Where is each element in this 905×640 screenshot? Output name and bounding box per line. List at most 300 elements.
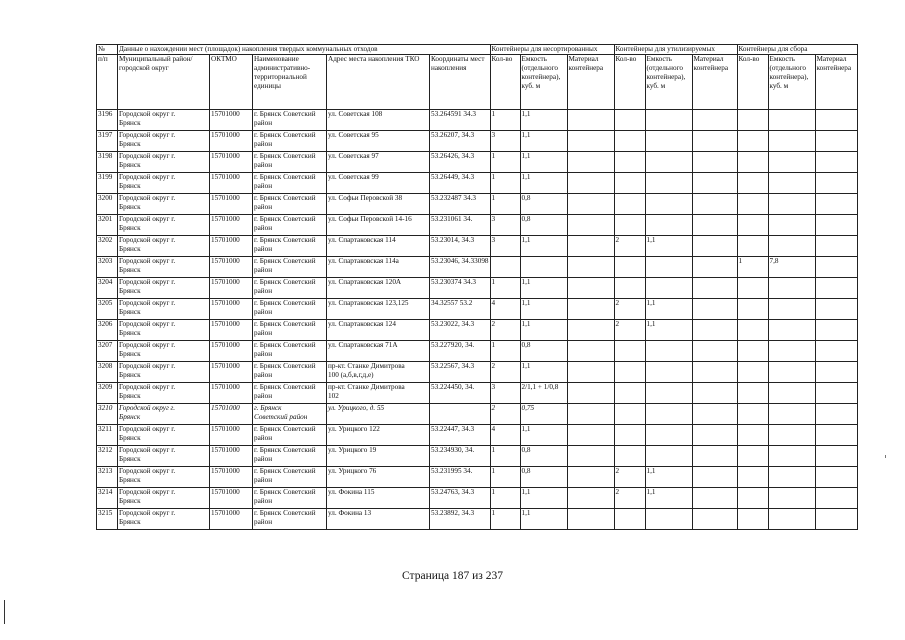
material-collect-cell xyxy=(815,362,857,383)
capacity-unsorted-cell xyxy=(520,299,567,320)
municipality-cell-text: Брянск xyxy=(119,161,141,169)
table-body xyxy=(97,110,858,530)
capacity-collect-cell xyxy=(768,110,815,131)
count-collect-cell xyxy=(737,425,768,446)
capacity-unsorted-cell xyxy=(520,194,567,215)
capacity-collect-cell xyxy=(768,152,815,173)
count-unsorted-cell xyxy=(490,194,520,215)
coords-cell xyxy=(430,131,491,152)
oktmo-cell xyxy=(210,236,253,257)
oktmo-cell xyxy=(210,194,253,215)
capacity-recycle-cell xyxy=(645,383,692,404)
coords-cell-text: 53.227920, 34. xyxy=(431,341,475,349)
capacity-unsorted-cell-text: 0,8 xyxy=(521,215,531,223)
material-recycle-cell xyxy=(692,383,737,404)
municipality-cell-text: Брянск xyxy=(119,392,141,400)
header-count-recycle: Кол-во xyxy=(614,55,645,110)
count-recycle-cell xyxy=(614,257,645,278)
coords-cell xyxy=(430,152,491,173)
count-unsorted-cell xyxy=(490,131,520,152)
capacity-recycle-cell-text: 1,1 xyxy=(646,467,656,475)
territory-cell-text: район xyxy=(254,434,273,442)
capacity-recycle-cell xyxy=(645,467,692,488)
header-group-location: Данные о нахождении мест (площадок) накопления твердых коммунальных отходов xyxy=(118,45,491,55)
capacity-unsorted-cell xyxy=(520,425,567,446)
row-number xyxy=(97,236,118,257)
material-recycle-cell xyxy=(692,236,737,257)
row-number xyxy=(97,341,118,362)
count-recycle-cell xyxy=(614,425,645,446)
count-recycle-cell-text: 2 xyxy=(615,236,620,244)
count-unsorted-cell-text: 2 xyxy=(491,404,496,412)
oktmo-cell-text: 15701000 xyxy=(211,362,240,370)
material-collect-cell xyxy=(815,488,857,509)
municipality-cell-text: Брянск xyxy=(119,434,141,442)
oktmo-cell xyxy=(210,509,253,530)
oktmo-cell-text: 15701000 xyxy=(211,425,240,433)
count-unsorted-cell xyxy=(490,488,520,509)
address-cell xyxy=(327,467,430,488)
capacity-recycle-cell xyxy=(645,173,692,194)
count-unsorted-cell xyxy=(490,173,520,194)
territory-cell-text: район xyxy=(254,392,273,400)
coords-cell xyxy=(430,236,491,257)
coords-cell-text: 53.23022, 34.3 xyxy=(431,320,475,328)
count-unsorted-cell xyxy=(490,425,520,446)
municipality-cell xyxy=(118,110,210,131)
municipality-cell-text: Городской округ г. xyxy=(119,488,176,496)
material-unsorted-cell xyxy=(567,341,614,362)
capacity-recycle-cell-text: 1,1 xyxy=(646,488,656,496)
municipality-cell-text: Брянск xyxy=(119,308,141,316)
municipality-cell xyxy=(118,152,210,173)
capacity-collect-cell xyxy=(768,236,815,257)
coords-cell xyxy=(430,215,491,236)
territory-cell-text: г. Брянск Советский xyxy=(254,257,316,265)
capacity-unsorted-cell xyxy=(520,173,567,194)
count-recycle-cell-text: 2 xyxy=(615,467,620,475)
material-collect-cell xyxy=(815,131,857,152)
address-cell-text: ул. Урицкого, д. 55 xyxy=(328,404,385,412)
count-unsorted-cell-text: 2 xyxy=(491,362,496,370)
capacity-recycle-cell xyxy=(645,215,692,236)
scan-speck xyxy=(885,455,886,458)
material-collect-cell xyxy=(815,173,857,194)
municipality-cell-text: Городской округ г. xyxy=(119,152,176,160)
header-row-columns xyxy=(97,55,858,110)
material-unsorted-cell xyxy=(567,236,614,257)
municipality-cell xyxy=(118,131,210,152)
territory-cell-text: район xyxy=(254,140,273,148)
oktmo-cell xyxy=(210,131,253,152)
address-cell-text: ул. Спартаковская 123,125 xyxy=(328,299,409,307)
capacity-collect-cell xyxy=(768,467,815,488)
coords-cell-text: 53.23892, 34.3 xyxy=(431,509,475,517)
capacity-collect-cell xyxy=(768,488,815,509)
municipality-cell-text: Брянск xyxy=(119,518,141,526)
table-row xyxy=(97,215,858,236)
count-recycle-cell xyxy=(614,509,645,530)
municipality-cell-text: Брянск xyxy=(119,245,141,253)
count-unsorted-cell-text: 1 xyxy=(491,467,496,475)
address-cell-text: ул. Спартаковская 114 xyxy=(328,236,396,244)
capacity-recycle-cell xyxy=(645,110,692,131)
capacity-recycle-cell xyxy=(645,194,692,215)
material-unsorted-cell xyxy=(567,509,614,530)
material-unsorted-cell xyxy=(567,278,614,299)
municipality-cell-text: Брянск xyxy=(119,287,141,295)
address-cell-text: ул. Урицкого 122 xyxy=(328,425,380,433)
municipality-cell-text: Городской округ г. xyxy=(119,257,176,265)
row-number xyxy=(97,131,118,152)
oktmo-cell xyxy=(210,299,253,320)
municipality-cell-text: Городской округ г. xyxy=(119,341,176,349)
row-number xyxy=(97,362,118,383)
municipality-cell-text: Городской округ г. xyxy=(119,467,176,475)
territory-cell-text: г. Брянск Советский xyxy=(254,446,316,454)
oktmo-cell xyxy=(210,341,253,362)
oktmo-cell-text: 15701000 xyxy=(211,467,240,475)
coords-cell xyxy=(430,257,491,278)
material-unsorted-cell xyxy=(567,488,614,509)
municipality-cell-text: Брянск xyxy=(119,119,141,127)
count-recycle-cell xyxy=(614,131,645,152)
table-row xyxy=(97,278,858,299)
count-unsorted-cell xyxy=(490,152,520,173)
count-collect-cell xyxy=(737,509,768,530)
municipality-cell-text: Брянск xyxy=(119,455,141,463)
capacity-unsorted-cell xyxy=(520,152,567,173)
count-collect-cell xyxy=(737,320,768,341)
capacity-recycle-cell xyxy=(645,131,692,152)
coords-cell xyxy=(430,299,491,320)
header-oktmo: ОКТМО xyxy=(210,55,253,110)
territory-cell-text: г. Брянск Советский xyxy=(254,194,316,202)
capacity-unsorted-cell-text: 1,1 xyxy=(521,131,531,139)
territory-cell xyxy=(253,488,327,509)
material-collect-cell xyxy=(815,404,857,425)
material-recycle-cell xyxy=(692,509,737,530)
table-row xyxy=(97,152,858,173)
territory-cell xyxy=(253,194,327,215)
capacity-unsorted-cell xyxy=(520,446,567,467)
municipality-cell xyxy=(118,257,210,278)
coords-cell xyxy=(430,488,491,509)
material-recycle-cell xyxy=(692,152,737,173)
municipality-cell-text: Брянск xyxy=(119,350,141,358)
header-group-collect: Контейнеры для сбора xyxy=(737,45,857,55)
count-collect-cell xyxy=(737,278,768,299)
oktmo-cell-text: 15701000 xyxy=(211,299,240,307)
count-collect-cell xyxy=(737,383,768,404)
table-row xyxy=(97,383,858,404)
material-unsorted-cell xyxy=(567,173,614,194)
address-cell xyxy=(327,173,430,194)
row-number-text: 3197 xyxy=(98,131,113,139)
capacity-unsorted-cell xyxy=(520,509,567,530)
territory-cell-text: район xyxy=(254,266,273,274)
oktmo-cell xyxy=(210,467,253,488)
material-recycle-cell xyxy=(692,194,737,215)
count-collect-cell xyxy=(737,152,768,173)
coords-cell xyxy=(430,425,491,446)
territory-cell-text: район xyxy=(254,287,273,295)
capacity-unsorted-cell-text: 1,1 xyxy=(521,299,531,307)
address-cell xyxy=(327,278,430,299)
count-collect-cell xyxy=(737,173,768,194)
coords-cell-text: 53.231995 34. xyxy=(431,467,473,475)
count-unsorted-cell-text: 1 xyxy=(491,278,496,286)
oktmo-cell xyxy=(210,152,253,173)
coords-cell-text: 53.22447, 34.3 xyxy=(431,425,475,433)
municipality-cell xyxy=(118,299,210,320)
territory-cell xyxy=(253,131,327,152)
territory-cell xyxy=(253,425,327,446)
address-cell-text: ул. Спартаковская 71А xyxy=(328,341,398,349)
material-recycle-cell xyxy=(692,362,737,383)
address-cell-text: ул. Советская 108 xyxy=(328,110,383,118)
material-unsorted-cell xyxy=(567,320,614,341)
oktmo-cell xyxy=(210,278,253,299)
count-recycle-cell xyxy=(614,362,645,383)
capacity-unsorted-cell-text: 1,1 xyxy=(521,236,531,244)
municipality-cell-text: Городской округ г. xyxy=(119,110,176,118)
material-collect-cell xyxy=(815,257,857,278)
territory-cell-text: район xyxy=(254,119,273,127)
row-number-text: 3201 xyxy=(98,215,113,223)
address-cell-text: ул. Спартаковская 124 xyxy=(328,320,396,328)
table-row xyxy=(97,404,858,425)
territory-cell-text: г. Брянск Советский xyxy=(254,152,316,160)
oktmo-cell-text: 15701000 xyxy=(211,194,240,202)
material-recycle-cell xyxy=(692,299,737,320)
coords-cell xyxy=(430,194,491,215)
address-cell xyxy=(327,341,430,362)
territory-cell-text: район xyxy=(254,245,273,253)
capacity-unsorted-cell-text: 1,1 xyxy=(521,173,531,181)
capacity-unsorted-cell-text: 1,1 xyxy=(521,362,531,370)
material-recycle-cell xyxy=(692,110,737,131)
table-row xyxy=(97,320,858,341)
capacity-collect-cell xyxy=(768,320,815,341)
municipality-cell-text: Брянск xyxy=(119,140,141,148)
capacity-recycle-cell xyxy=(645,488,692,509)
municipality-cell-text: Брянск xyxy=(119,224,141,232)
municipality-cell-text: Городской округ г. xyxy=(119,320,176,328)
oktmo-cell-text: 15701000 xyxy=(211,320,240,328)
municipality-cell-text: Городской округ г. xyxy=(119,425,176,433)
count-recycle-cell-text: 2 xyxy=(615,320,620,328)
oktmo-cell xyxy=(210,215,253,236)
material-recycle-cell xyxy=(692,446,737,467)
page-footer xyxy=(0,570,905,582)
count-collect-cell xyxy=(737,131,768,152)
municipality-cell-text: Городской округ г. xyxy=(119,215,176,223)
territory-cell xyxy=(253,383,327,404)
municipality-cell xyxy=(118,383,210,404)
capacity-recycle-cell xyxy=(645,362,692,383)
address-cell-text: ул. Советская 99 xyxy=(328,173,379,181)
coords-cell xyxy=(430,110,491,131)
count-recycle-cell xyxy=(614,383,645,404)
material-collect-cell xyxy=(815,110,857,131)
municipality-cell-text: Брянск xyxy=(119,203,141,211)
address-cell-text: ул. Фокина 13 xyxy=(328,509,372,517)
capacity-unsorted-cell-text: 1,1 xyxy=(521,152,531,160)
material-unsorted-cell xyxy=(567,362,614,383)
count-recycle-cell-text: 2 xyxy=(615,488,620,496)
capacity-recycle-cell xyxy=(645,299,692,320)
coords-cell xyxy=(430,362,491,383)
header-count-unsorted: Кол-во xyxy=(490,55,520,110)
municipality-cell xyxy=(118,236,210,257)
territory-cell-text: район xyxy=(254,161,273,169)
row-number-text: 3212 xyxy=(98,446,113,454)
material-recycle-cell xyxy=(692,320,737,341)
count-recycle-cell xyxy=(614,194,645,215)
territory-cell xyxy=(253,215,327,236)
capacity-unsorted-cell xyxy=(520,467,567,488)
material-collect-cell xyxy=(815,194,857,215)
address-cell-text: ул. Фокина 115 xyxy=(328,488,375,496)
capacity-unsorted-cell-text: 1,1 xyxy=(521,320,531,328)
territory-cell xyxy=(253,320,327,341)
count-unsorted-cell-text: 3 xyxy=(491,215,496,223)
address-cell-text: ул. Урицкого 76 xyxy=(328,467,377,475)
page-number: 187 xyxy=(452,570,470,582)
address-cell xyxy=(327,383,430,404)
territory-cell xyxy=(253,152,327,173)
municipality-cell-text: Брянск xyxy=(119,329,141,337)
capacity-unsorted-cell xyxy=(520,131,567,152)
territory-cell-text: г. Брянск Советский xyxy=(254,278,316,286)
capacity-recycle-cell-text: 1,1 xyxy=(646,236,656,244)
municipality-cell xyxy=(118,278,210,299)
capacity-recycle-cell xyxy=(645,425,692,446)
row-number-text: 3213 xyxy=(98,467,113,475)
oktmo-cell xyxy=(210,362,253,383)
table-row xyxy=(97,131,858,152)
territory-cell xyxy=(253,362,327,383)
oktmo-cell-text: 15701000 xyxy=(211,446,240,454)
oktmo-cell xyxy=(210,173,253,194)
count-unsorted-cell xyxy=(490,467,520,488)
capacity-collect-cell xyxy=(768,194,815,215)
municipality-cell-text: Брянск xyxy=(119,266,141,274)
header-group-recycle: Контейнеры для утилизируемых xyxy=(614,45,737,55)
oktmo-cell-text: 15701000 xyxy=(211,278,240,286)
material-unsorted-cell xyxy=(567,425,614,446)
header-territory: Наименование административно-территориальной единицы xyxy=(253,55,327,110)
material-recycle-cell xyxy=(692,467,737,488)
row-number xyxy=(97,446,118,467)
coords-cell xyxy=(430,341,491,362)
municipality-cell-text: Городской округ г. xyxy=(119,446,176,454)
coords-cell xyxy=(430,509,491,530)
coords-cell-text: 53.26449, 34.3 xyxy=(431,173,475,181)
material-collect-cell xyxy=(815,215,857,236)
count-recycle-cell xyxy=(614,320,645,341)
address-cell xyxy=(327,215,430,236)
oktmo-cell xyxy=(210,110,253,131)
count-recycle-cell xyxy=(614,278,645,299)
territory-cell-text: район xyxy=(254,329,273,337)
municipality-cell-text: Брянск xyxy=(119,476,141,484)
header-municipality: Муниципальный район/городской округ xyxy=(118,55,210,110)
table-row xyxy=(97,362,858,383)
address-cell-text: пр-кт. Станке Димитрова xyxy=(328,383,405,391)
territory-cell-text: район xyxy=(254,350,273,358)
address-cell-text: пр-кт. Станке Димитрова xyxy=(328,362,405,370)
capacity-unsorted-cell-text: 1,1 xyxy=(521,278,531,286)
count-unsorted-cell-text: 1 xyxy=(491,152,496,160)
municipality-cell-text: Городской округ г. xyxy=(119,194,176,202)
territory-cell-text: район xyxy=(254,203,273,211)
oktmo-cell-text: 15701000 xyxy=(211,152,240,160)
oktmo-cell-text: 15701000 xyxy=(211,236,240,244)
header-address: Адрес места накопления ТКО xyxy=(327,55,430,110)
oktmo-cell xyxy=(210,383,253,404)
address-cell xyxy=(327,152,430,173)
territory-cell xyxy=(253,299,327,320)
territory-cell xyxy=(253,278,327,299)
count-unsorted-cell-text: 1 xyxy=(491,110,496,118)
count-collect-cell xyxy=(737,236,768,257)
row-number xyxy=(97,467,118,488)
capacity-collect-cell-text: 7,8 xyxy=(769,257,779,265)
capacity-collect-cell xyxy=(768,509,815,530)
material-collect-cell xyxy=(815,299,857,320)
count-unsorted-cell xyxy=(490,299,520,320)
territory-cell xyxy=(253,257,327,278)
row-number xyxy=(97,383,118,404)
count-collect-cell xyxy=(737,362,768,383)
material-collect-cell xyxy=(815,341,857,362)
coords-cell-text: 53.231061 34. xyxy=(431,215,473,223)
capacity-collect-cell xyxy=(768,404,815,425)
territory-cell xyxy=(253,404,327,425)
territory-cell-text: район xyxy=(254,224,273,232)
municipality-cell-text: Городской округ г. xyxy=(119,173,176,181)
material-recycle-cell xyxy=(692,488,737,509)
material-unsorted-cell xyxy=(567,110,614,131)
row-number xyxy=(97,194,118,215)
municipality-cell-text: Городской округ г. xyxy=(119,509,176,517)
material-collect-cell xyxy=(815,152,857,173)
municipality-cell-text: Городской округ г. xyxy=(119,278,176,286)
municipality-cell-text: Городской округ г. xyxy=(119,362,176,370)
row-number xyxy=(97,509,118,530)
territory-cell-text: г. Брянск Советский xyxy=(254,362,316,370)
page-total: 237 xyxy=(485,570,503,582)
header-coords: Координаты мест накопления xyxy=(430,55,491,110)
material-unsorted-cell xyxy=(567,194,614,215)
oktmo-cell-text: 15701000 xyxy=(211,257,240,265)
count-recycle-cell xyxy=(614,110,645,131)
material-unsorted-cell xyxy=(567,131,614,152)
municipality-cell-text: Городской округ г. xyxy=(119,383,176,391)
coords-cell-text: 53.22567, 34.3 xyxy=(431,362,475,370)
count-unsorted-cell xyxy=(490,236,520,257)
municipality-cell xyxy=(118,215,210,236)
territory-cell-text: г. Брянск Советский xyxy=(254,488,316,496)
count-unsorted-cell xyxy=(490,110,520,131)
material-recycle-cell xyxy=(692,215,737,236)
material-recycle-cell xyxy=(692,173,737,194)
oktmo-cell xyxy=(210,320,253,341)
material-collect-cell xyxy=(815,278,857,299)
table-row xyxy=(97,467,858,488)
